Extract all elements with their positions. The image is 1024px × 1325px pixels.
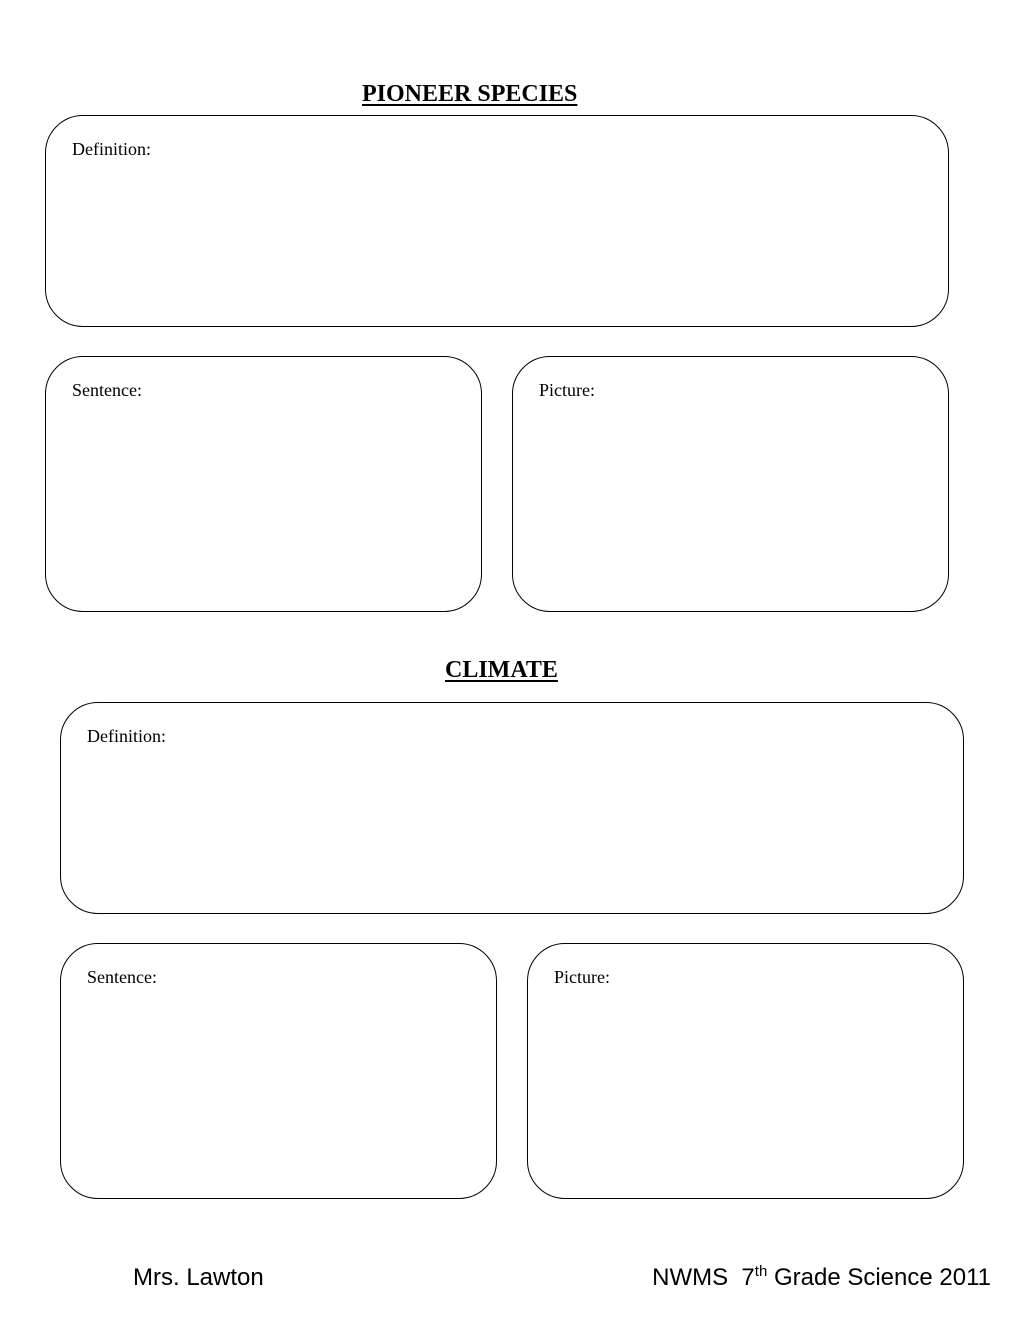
sentence-box-climate[interactable] — [60, 943, 497, 1199]
definition-box-climate[interactable] — [60, 702, 964, 914]
footer-school-prefix: NWMS 7 — [652, 1264, 755, 1291]
footer-teacher: Mrs. Lawton — [133, 1264, 264, 1291]
definition-label: Definition: — [87, 726, 166, 746]
picture-box-pioneer-species[interactable] — [512, 356, 949, 612]
picture-label: Picture: — [539, 380, 595, 400]
footer-grade-superscript: th — [754, 1263, 768, 1280]
picture-box-climate[interactable] — [527, 943, 964, 1199]
sentence-label: Sentence: — [72, 380, 142, 400]
definition-label: Definition: — [72, 139, 151, 159]
footer-course-suffix: Grade Science 2011 — [767, 1264, 991, 1291]
picture-label: Picture: — [554, 967, 610, 987]
section-title-climate: CLIMATE — [445, 657, 558, 683]
sentence-label: Sentence: — [87, 967, 157, 987]
section-title-pioneer-species: PIONEER SPECIES — [362, 81, 578, 107]
footer-course — [652, 1263, 991, 1291]
definition-box-pioneer-species[interactable] — [45, 115, 949, 327]
sentence-box-pioneer-species[interactable] — [45, 356, 482, 612]
